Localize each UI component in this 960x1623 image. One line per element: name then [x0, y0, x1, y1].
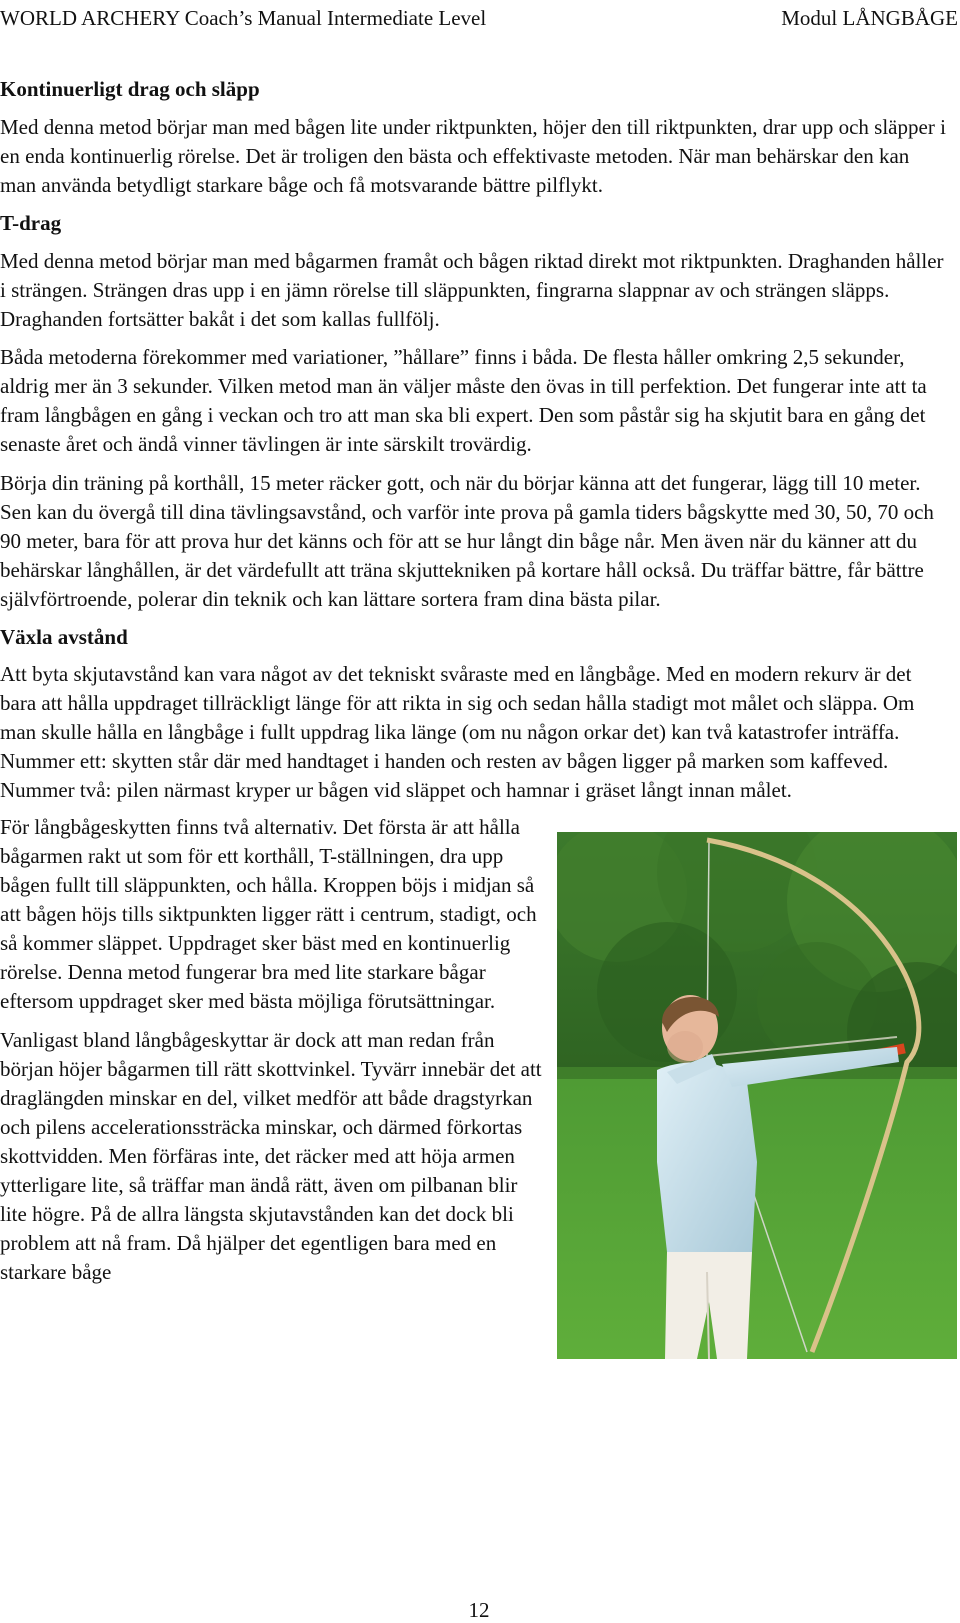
header-title: WORLD ARCHERY Coach’s Manual Intermediate Level: [0, 6, 487, 30]
paragraph: Vanligast bland långbågeskyttar är dock att man redan från början höjer bågarmen till rätt skottvinkel. Tyvärr innebär det att draglängden minskar en del, vilket medför att både dragstyrkan och pilens accelerationssträcka minskar, och därmed förkortas skottvidden. Men förfäras inte, det räcker med att höja armen ytterligare lite, så träffar man ändå rätt, även om pilbanan blir lite högre. På de allra längsta skjutavstånden kan det dock bli problem att nå fram. Då hjälper det egentligen bara med en starkare båge: [0, 1028, 542, 1284]
archer-photo: [557, 832, 957, 1359]
section-heading-change-distance: Växla avstånd: [0, 625, 128, 649]
page-number: 12: [468, 1598, 490, 1622]
section-heading-t-draw: T-drag: [0, 211, 62, 235]
paragraph: Att byta skjutavstånd kan vara något av det tekniskt svåraste med en långbåge. Med en modern rekurv är det bara att hålla uppdraget tillräckligt länge för att rikta in sig och sedan hålla stadigt mot målet och släppa. Om man skulle hålla en långbåge i fullt uppdrag lika länge (om nu någon orkar det) kan två katastrofer inträffa. Nummer ett: skytten står där med handtaget i handen och resten av bågen ligger på marken som kaffeved. Nummer två: pilen närmast kryper ur bågen vid släppet och hamnar i gräset långt innan målet.: [0, 662, 915, 802]
paragraph: Börja din träning på korthåll, 15 meter räcker gott, och när du börjar känna att det fungerar, lägg till 10 meter. Sen kan du övergå till dina tävlingsavstånd, och varför inte prova på gamla tiders bågskytte med 30, 50, 70 och 90 meter, bara för att prova hur det känns och för att se hur långt din båge når. Men även när du känner att du behärskar långhållen, är det värdefullt att träna skjuttekniken på kortare håll också. Du träffar bättre, får bättre självförtroende, polerar din teknik och kan lättare sortera fram dina bästa pilar.: [0, 471, 934, 611]
page-content: [0, 74, 950, 1383]
header-module: Modul LÅNGBÅGE: [781, 6, 958, 30]
text-with-photo: [0, 813, 958, 1383]
paragraph: Med denna metod börjar man med bågen lite under riktpunkten, höjer den till riktpunkten, drar upp och släpper i en enda kontinuerlig rörelse. Det är troligen den bästa och effektivaste metoden. När man behärskar den kan man använda betydligt starkare båge och få motsvarande bättre pilflykt.: [0, 115, 946, 197]
paragraph: Båda metoderna förekommer med variationer, ”hållare” finns i båda. De flesta håller omkring 2,5 sekunder, aldrig mer än 3 sekunder. Vilken metod man än väljer måste den övas in till perfektion. Det fungerar inte att ta fram långbågen en gång i veckan och tro att man ska bli expert. Den som påstår sig ha skjutit bara en gång det senaste året och ändå vinner tävlingen är inte särskilt trovärdig.: [0, 345, 927, 456]
section-heading-continuous-draw: Kontinuerligt drag och släpp: [0, 77, 260, 101]
paragraph: Med denna metod börjar man med bågarmen framåt och bågen riktad direkt mot riktpunkten. Draghanden håller i strängen. Strängen dras upp i en jämn rörelse till släppunkten, fingrarna slappnar av och strängen släpps. Draghanden fortsätter bakåt i det som kallas fullfölj.: [0, 249, 944, 331]
text-column: [0, 813, 545, 1287]
running-header: [0, 4, 958, 34]
paragraph: För långbågeskytten finns två alternativ. Det första är att hålla bågarmen rakt ut som för ett korthåll, T-ställningen, dra upp bågen fullt till släppunkten, och hålla. Kroppen böjs i midjan så att bågen höjs tills siktpunkten ligger rätt i centrum, stadigt, och så kommer släppet. Uppdraget sker bäst med en kontinuerlig rörelse. Denna metod fungerar bra med lite starkare bågar eftersom uppdraget sker med bästa möjliga förutsättningar.: [0, 815, 537, 1013]
